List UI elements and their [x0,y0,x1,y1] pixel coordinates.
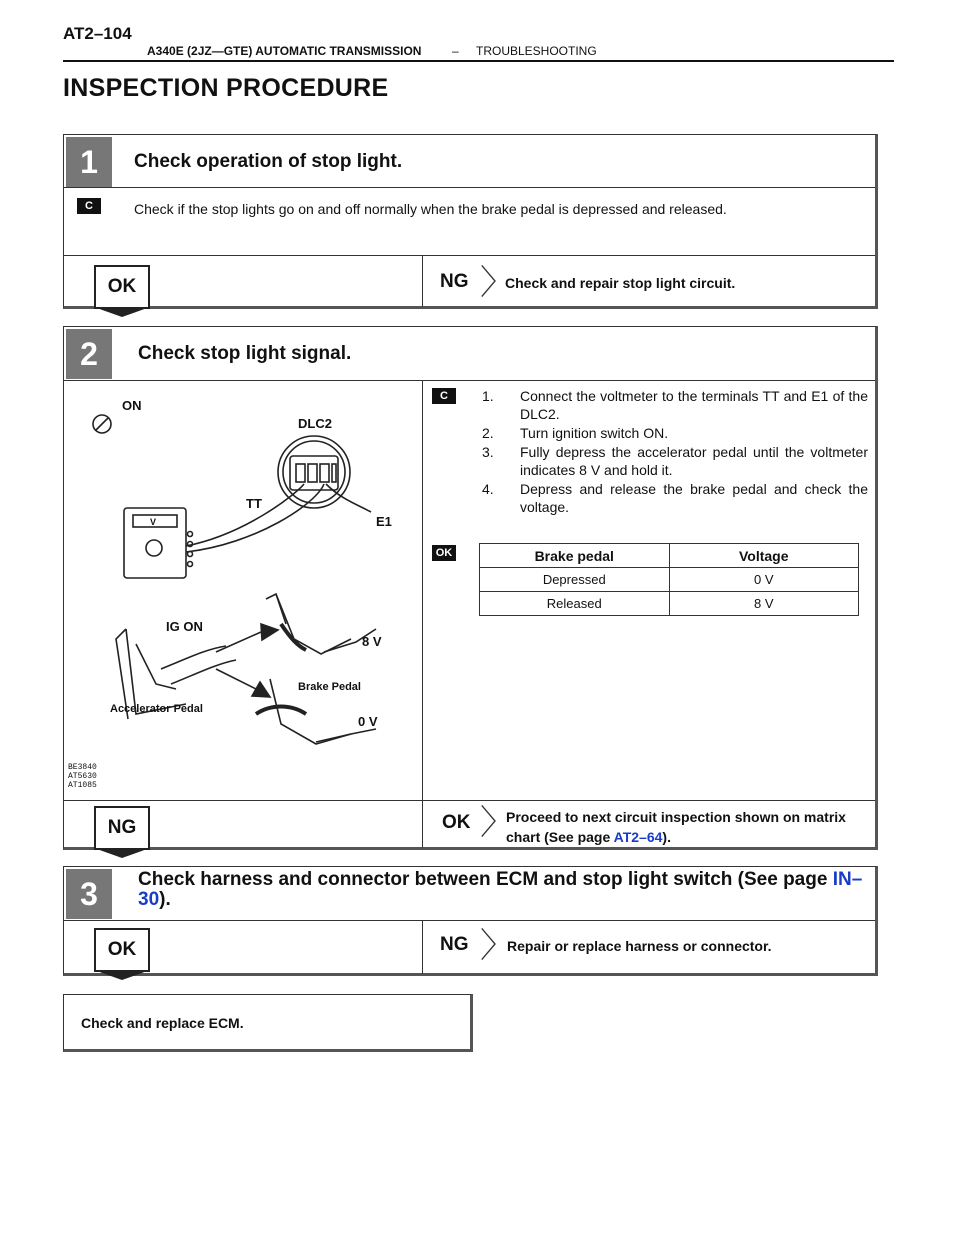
page-number: AT2–104 [63,24,132,43]
step-1-tag: C [77,198,101,214]
figure-code-2: AT5630 [68,772,97,781]
step-1-title: Check operation of stop light. [134,151,403,172]
figure-igon-label: IG ON [166,619,203,634]
step-2-ng-arrow [94,848,150,858]
figure-code-1: BE3840 [68,763,97,772]
step-2-result-divider [64,800,875,801]
figure-e1-label: E1 [376,514,392,529]
step-3-ng-action: Repair or replace harness or connector. [507,938,772,954]
table-cell: Depressed [480,568,670,592]
procedure-step: 1. Connect the voltmeter to the terminals TT and E1 of the DLC2. [482,388,868,422]
table-cell: Released [480,592,670,616]
figure-8v-label: 8 V [362,634,382,649]
step-2-title: Check stop light signal. [138,343,352,364]
figure-code-3: AT1085 [68,781,97,790]
procedure-step: 4. Depress and release the brake pedal and check the voltage. [482,481,868,515]
step-3-divider [64,920,875,921]
step-2-tag: C [432,388,456,404]
step-1-ng-chevron-icon: 〉 [480,264,514,302]
table-header: Voltage [669,544,859,568]
figure-v-label: V [150,517,157,527]
step-1-number: 1 [66,137,112,187]
table-cell: 8 V [669,592,859,616]
figure-tt-label: TT [246,496,262,511]
table-header-row [480,544,859,568]
step-2-ok-label: OK [442,812,471,833]
figure-0v-label: 0 V [358,714,378,729]
page-title: INSPECTION PROCEDURE [63,74,389,102]
step-2-ok-chevron-icon: 〉 [480,804,514,842]
step-3-number: 3 [66,869,112,919]
step-3-ng-chevron-icon: 〉 [480,927,514,965]
header-separator: – [452,44,459,58]
voltmeter-diagram [66,384,422,804]
figure-brake-label: Brake Pedal [298,681,361,693]
step-2-procedure [482,387,868,517]
manual-title: A340E (2JZ—GTE) AUTOMATIC TRANSMISSION [147,44,422,58]
figure-accel-label: Accelerator Pedal [110,703,203,715]
header-rule [63,60,894,62]
page-link-in-30[interactable]: IN–30 [138,869,863,910]
step-2-number: 2 [66,329,112,379]
procedure-step: 2. Turn ignition switch ON. [482,425,669,441]
procedure-step: 3. Fully depress the accelerator pedal until the voltmeter indicates 8 V and hold it. [482,444,868,478]
step-1-description: Check if the stop lights go on and off normally when the brake pedal is depressed and released. [134,201,727,217]
step-1-ok-box: OK [94,265,150,309]
step-3-title: Check harness and connector between ECM and stop light switch (See page IN–30). [138,869,863,910]
voltage-table [479,543,859,616]
final-action: Check and replace ECM. [81,1015,244,1031]
table-row [480,568,859,592]
step-1-result-divider [64,255,875,256]
figure-on-label: ON [122,398,142,413]
table-cell: 0 V [669,568,859,592]
step-1-ok-arrow [94,307,150,317]
step-3-ok-box: OK [94,928,150,972]
step-2-divider [64,380,875,381]
step-2-ok-action: Proceed to next circuit inspection shown on matrix chart (See page AT2–64). [506,809,846,845]
step-1-divider [64,187,875,188]
step-3-ok-arrow [94,970,150,980]
step-1-ng-label: NG [440,271,469,292]
step-3-vsep [422,920,423,974]
step-2-ok-tag: OK [432,545,456,561]
step-1-ng-action: Check and repair stop light circuit. [505,275,736,291]
step-1-result-vsep [422,255,423,307]
section-name: TROUBLESHOOTING [476,44,597,58]
table-row [480,592,859,616]
step-2-ng-box: NG [94,806,150,850]
step-3-ng-label: NG [440,934,469,955]
table-header: Brake pedal [480,544,670,568]
page-link-at2-64[interactable]: AT2–64 [613,829,663,845]
step-2-vsep [422,380,423,848]
figure-dlc2-label: DLC2 [298,416,332,431]
